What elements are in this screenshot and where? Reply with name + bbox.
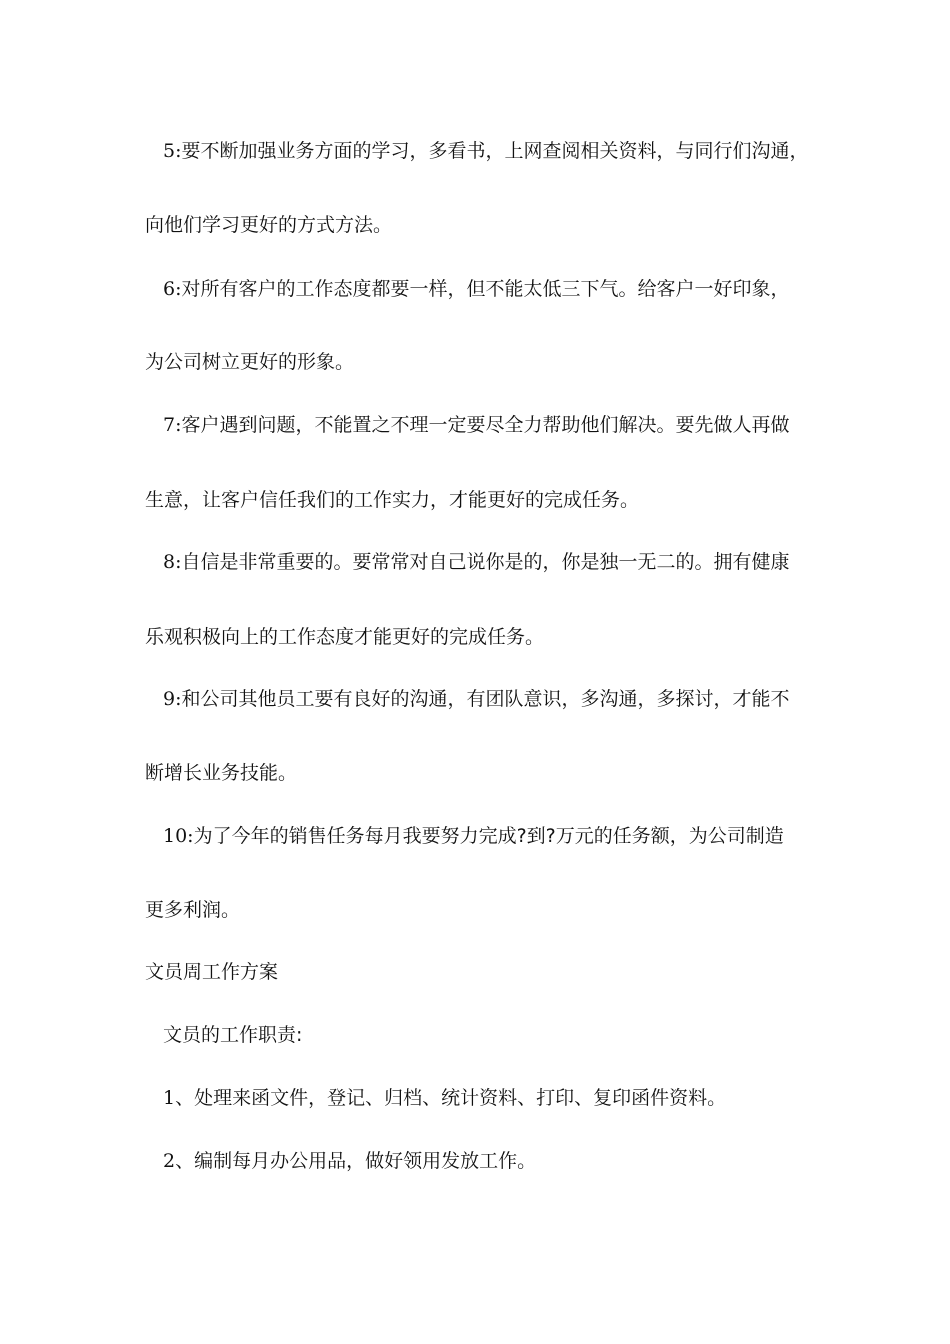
item-number: 1、 [163,1087,195,1109]
item-number: 5: [163,140,182,162]
item-number: 7: [163,414,182,436]
paragraph-text: 和公司其他员工要有良好的沟通，有团队意识，多沟通，多探讨，才能不 [181,688,790,710]
item-number: 10: [163,825,194,847]
paragraph-text: 要不断加强业务方面的学习，多看书，上网查阅相关资料，与同行们沟通， [181,140,809,162]
paragraph-7-line-2: 生意，让客户信任我们的工作实力，才能更好的完成任务。 [145,489,640,511]
paragraph-7-line-1 [163,412,843,438]
item-number: 9: [163,688,182,710]
duty-text: 编制每月办公用品，做好领用发放工作。 [194,1150,537,1172]
paragraph-6-line-1 [163,276,843,302]
paragraph-9-line-2: 断增长业务技能。 [145,762,298,784]
paragraph-text: 为了今年的销售任务每月我要努力完成?到?万元的任务额，为公司制造 [193,825,784,847]
paragraph-5-line-1 [163,138,843,164]
item-number: 6: [163,278,182,300]
paragraph-5-line-2: 向他们学习更好的方式方法。 [145,214,393,236]
paragraph-text: 对所有客户的工作态度都要一样，但不能太低三下气。给客户一好印象， [181,278,790,300]
paragraph-10-line-1 [163,823,843,849]
paragraph-10-line-2: 更多利润。 [145,899,241,921]
paragraph-9-line-1 [163,686,843,712]
paragraph-6-line-2: 为公司树立更好的形象。 [145,351,355,373]
duty-item-1 [163,1085,843,1111]
paragraph-8-line-2: 乐观积极向上的工作态度才能更好的完成任务。 [145,626,545,648]
duty-item-2 [163,1148,843,1174]
item-number: 8: [163,551,182,573]
paragraph-text: 客户遇到问题，不能置之不理一定要尽全力帮助他们解决。要先做人再做 [181,414,790,436]
duties-title: 文员的工作职责: [163,1024,303,1046]
paragraph-text: 自信是非常重要的。要常常对自己说你是的，你是独一无二的。拥有健康 [181,551,790,573]
paragraph-8-line-1 [163,549,843,575]
duty-text: 处理来函文件，登记、归档、统计资料、打印、复印函件资料。 [194,1087,727,1109]
section-heading: 文员周工作方案 [145,961,279,983]
item-number: 2、 [163,1150,195,1172]
